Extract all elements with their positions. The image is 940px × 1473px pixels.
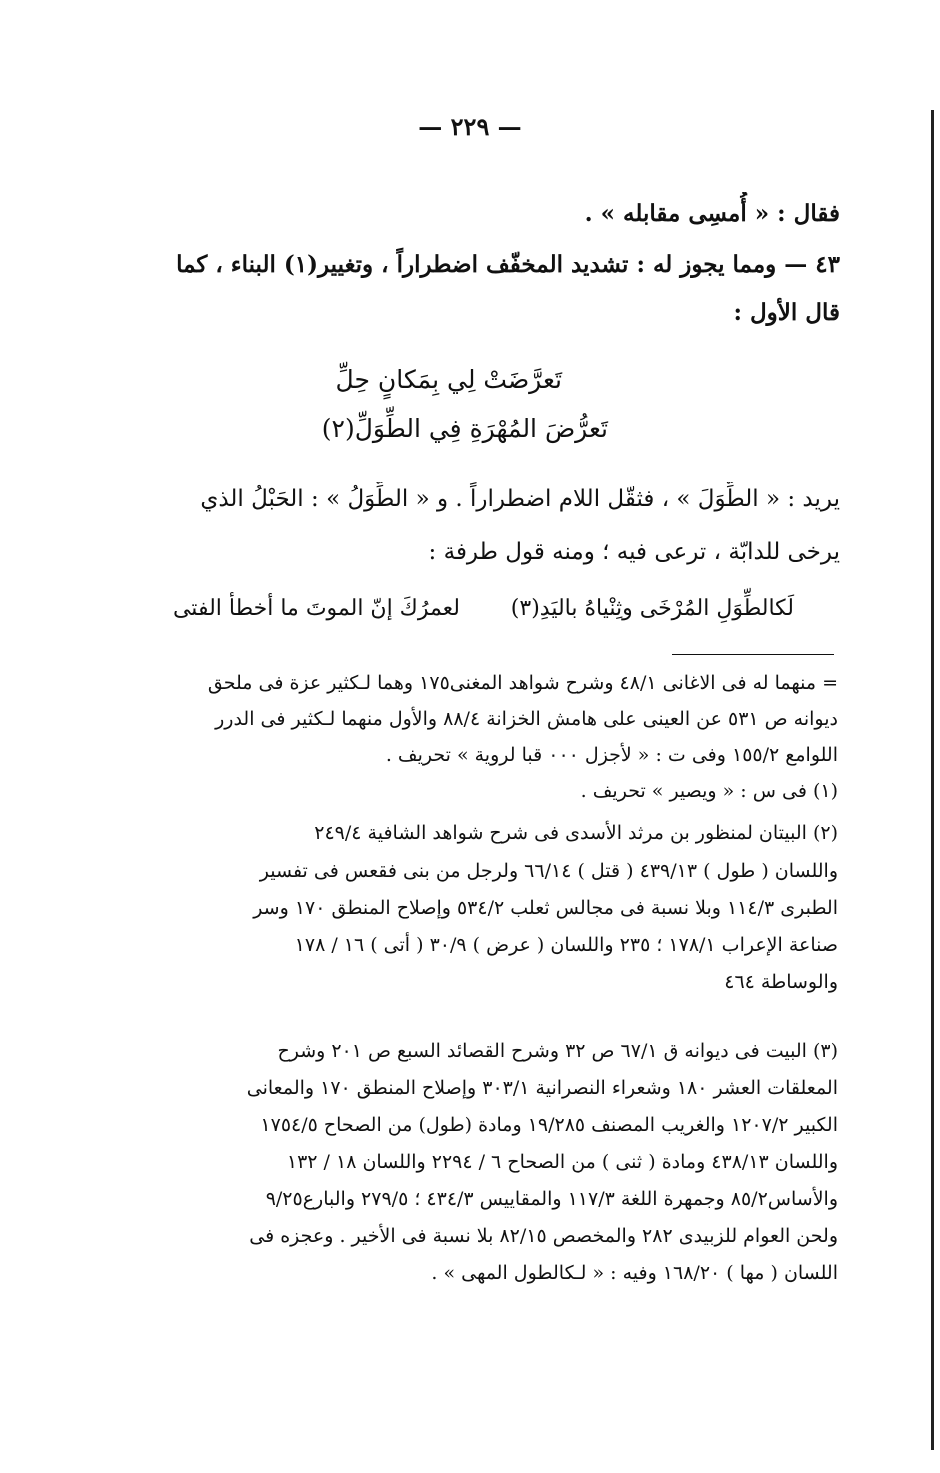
footnote-line: والأساس٨٥/٢ وجمهرة اللغة ١١٧/٣ والمقاييس ٤٣٤/٣ ؛ ٢٧٩/٥ والبارع٩/٢٥ [265, 1188, 838, 1210]
body-text [140, 192, 840, 328]
footnote-line: ولحن العوام للزبيدى ٢٨٢ والمخصص ٨٢/١٥ بلا نسبة فى الأخير . وعجزه فى [249, 1225, 838, 1247]
footnote-line: الطبرى ١١٤/٣ وبلا نسبة فى مجالس ثعلب ٥٣٤/٢ وإصلاح المنطق ١٧٠ وسر [253, 897, 838, 919]
footnote-line: (٣) البيت فى ديوانه ق ٦٧/١ ص ٣٢ وشرح القصائد السبع ص ٢٠١ وشرح [277, 1040, 838, 1062]
body2-line-1: يريد : « الطِّوَلَ » ، فثقّل اللام اضطراراً . و « الطِّوَلُ » : الحَبْلُ الذي [200, 486, 840, 512]
page-number: — ٢٢٩ — [418, 112, 522, 141]
footnote-line: (١) فى س : « ويصير » تحريف . [580, 780, 838, 802]
verse2-hemistich-2: لَكالطِّوَلِ المُرْخَى وثِنْياهُ باليَدِ(٣) [510, 596, 794, 621]
footnote-line: المعلقات العشر ١٨٠ وشعراء النصرانية ٣٠٣/١ وإصلاح المنطق ١٧٠ والمعانى [246, 1077, 838, 1099]
footnote-line: واللسان ( طول ) ٤٣٩/١٣ ( قتل ) ٦٦/١٤ ولرجل من بنى فقعس فى تفسير [259, 860, 838, 882]
footnote-line: اللوامع ١٥٥/٢ وفى ت : « لأجزل ٠٠٠ قبا لروية » تحريف . [385, 744, 838, 766]
body-text-2 [140, 482, 840, 580]
body-line-2: ٤٣ — ومما يجوز له : تشديد المخفّف اضطراراً ، وتغيير(١) البناء ، كما [176, 251, 840, 278]
body2-line-2: يرخى للدابّة ، ترعى فيه ؛ ومنه قول طرفة : [428, 539, 840, 565]
footnote-divider [672, 654, 834, 655]
footnote-line: واللسان ٤٣٨/١٣ ومادة ( ثنى ) من الصحاح ٦ / ٢٢٩٤ واللسان ١٨ / ١٣٢ [286, 1151, 838, 1173]
footnote-line: والوساطة ٤٦٤ [724, 971, 838, 993]
footnote-line: (٢) البيتان لمنظور بن مرثد الأسدى فى شرح شواهد الشافية ٢٤٩/٤ [314, 822, 838, 844]
page-edge-line [931, 110, 934, 1450]
footnote-line: اللسان ( مها ) ١٦٨/٢٠ وفيه : « لـكالطول المهى » . [431, 1262, 838, 1284]
body-line-1: فقال : « أُمسِى مقابله » . [584, 200, 840, 227]
footnote-line: = منهما له فى الاغانى ٤٨/١ وشرح شواهد المغنى١٧٥ وهما لـكثير عزة فى ملحق [207, 672, 838, 694]
footnote-line: الكبير ١٢٠٧/٢ والغريب المصنف ١٩/٢٨٥ ومادة (طول) من الصحاح ١٧٥٤/٥ [260, 1114, 838, 1136]
body-line-3: قال الأول : [733, 299, 840, 326]
footnote-line: صناعة الإعراب ١٧٨/١ ؛ ٢٣٥ واللسان ( عرض ) ٣٠/٩ ( أتى ) ١٦ / ١٧٨ [294, 934, 838, 956]
footnote-line: ديوانه ص ٥٣١ عن العينى على هامش الخزانة ٨٨/٤ والأول منهما لـكثير فى الدرر [215, 708, 838, 730]
verse1-line-2: تَعرُّضَ المُهْرَةِ فِي الطِّوَلِّ(٢) [321, 414, 608, 443]
verse2-hemistich-1: لعمرُكَ إنّ الموتَ ما أخطأ الفتى [172, 596, 460, 621]
verse1-line-1: تَعرَّضَتْ لِي بِمَكانٍ حِلِّ [335, 365, 562, 394]
